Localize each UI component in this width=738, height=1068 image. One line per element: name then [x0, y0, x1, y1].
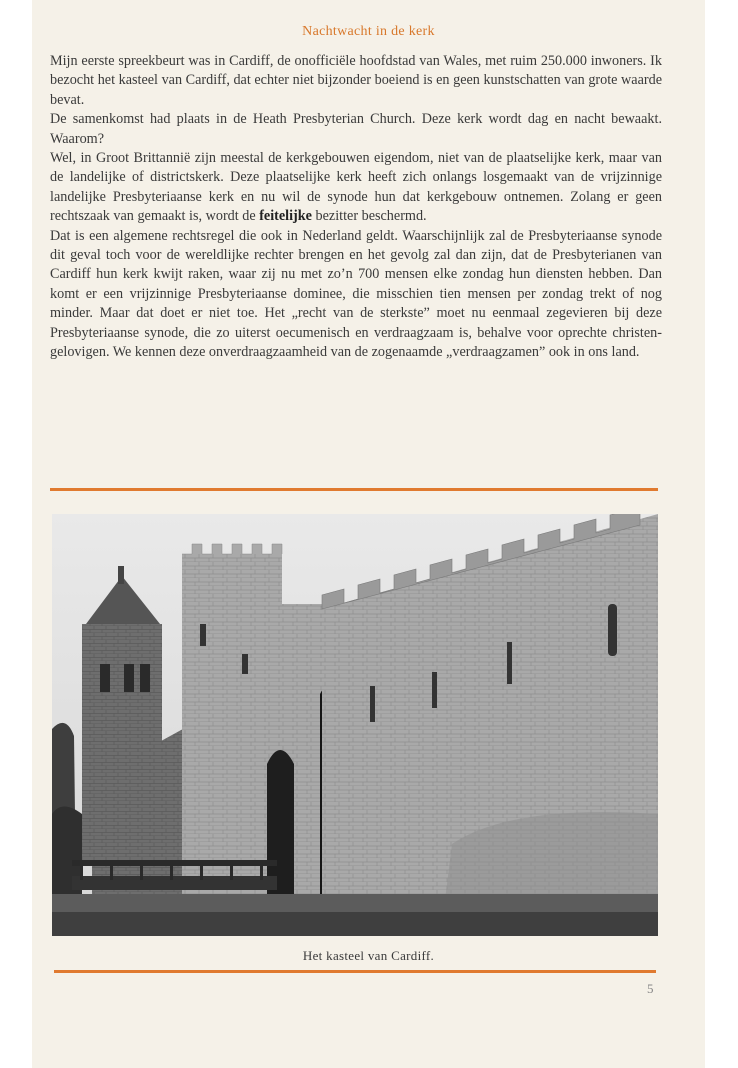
bottom-divider — [54, 970, 656, 973]
paragraph-3-emphasis: feitelijke — [259, 208, 312, 225]
paragraph-3-text: Wel, in Groot Brittannië zijn meestal de kerkgebouwen eigendom, niet van de plaatselijke kerk, maar van de landelijke of districtskerk. Deze plaatselijke kerk heeft zich onlangs losgemaakt van de vrijzinnige landelijke Presbyteriaanse kerk en nu wil de synode hun dat kerkgebouw ontnemen. Zolang er geen rechtszaak van gemaakt is, wordt de — [50, 150, 662, 225]
top-divider — [50, 488, 658, 491]
paragraph-2: De samenkomst had plaats in de Heath Presbyterian Church. Deze kerk wordt dag en nacht bewaakt. Waarom? — [50, 111, 662, 147]
paragraph-1: Mijn eerste spreekbeurt was in Cardiff, de onofficiële hoofdstad van Wales, met ruim 250.000 inwoners. Ik bezocht het kasteel van Cardiff, dat echter niet bijzonder boeiend is en geen kunstschatten van grote waarde bevat. — [50, 53, 662, 108]
paragraph-3 — [50, 149, 662, 227]
paragraph-4: Dat is een algemene rechtsregel die ook in Nederland geldt. Waarschijnlijk zal de Presbyteriaanse synode dit geval toch voor de wereldlijke rechter brengen en het gevolg zal dan zijn, dat de Presbyterianen van Cardiff hun kerk kwijt raken, waar zij nu met zo’n 700 mensen elke zondag hun diensten hebben. Dan komt er een vrijzinnige Presbyteriaanse dominee, die misschien tien mensen per zondag trekt of nog minder. Maar dat doet er niet toe. Het „recht van de sterkste” moet nu eenmaal zegevieren bij deze Presbyteriaanse synode, die zo uiterst oecumenisch en verdraagzaam is, behalve voor oprechte christen-gelovigen. We kennen deze onverdraagzaamheid van de zogenaamde „verdraagzamen” ook in ons land. — [50, 227, 662, 361]
paragraph-3-end: bezitter beschermd. — [315, 208, 427, 225]
page — [32, 0, 705, 1068]
page-number: 5 — [647, 981, 654, 996]
article-body — [50, 52, 662, 363]
castle-photo — [52, 514, 658, 936]
page-title: Nachtwacht in de kerk — [302, 24, 435, 39]
photo-caption: Het kasteel van Cardiff. — [302, 948, 435, 963]
